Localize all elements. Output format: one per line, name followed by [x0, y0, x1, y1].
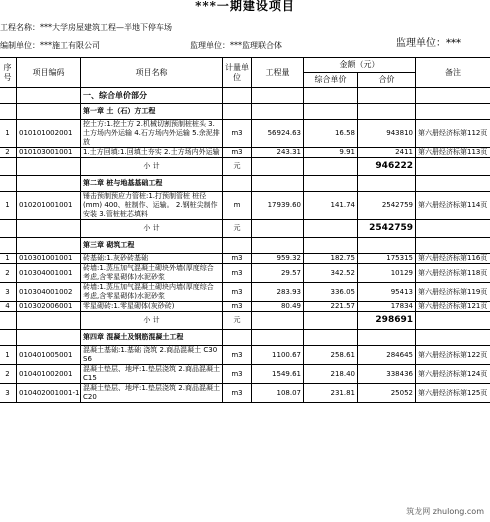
row-note: 第六册经济标第124页: [416, 365, 490, 384]
row-unit-price: 342.52: [304, 264, 358, 283]
subtotal-amount: 946222: [358, 158, 416, 176]
row-name: 锤击预制预应力管桩:1.打预制管桩 桩径(mm) 400、桩制作、运输。 2.钢桩尖制作安装 3.管桩桩芯填料: [81, 192, 223, 220]
header-name: 项目名称: [81, 58, 223, 88]
row-empty: [223, 88, 252, 104]
row-code: 010304001002: [17, 283, 81, 302]
header-amount: 金额（元）: [304, 58, 416, 73]
row-total: 10129: [358, 264, 416, 283]
row-total: 17834: [358, 302, 416, 312]
table-row: [0, 283, 490, 302]
row-code: 010101002001: [17, 120, 81, 148]
row-note: 第六册经济标第116页: [416, 254, 490, 264]
subtotal-amount: 2542759: [358, 220, 416, 238]
row-unit: m3: [223, 365, 252, 384]
row-name: 砖基础:1.灰砂砖基础: [81, 254, 223, 264]
row-unit: m3: [223, 264, 252, 283]
row-empty: [416, 158, 490, 176]
subtotal-label: 小 计: [81, 220, 223, 238]
row-seq: [0, 176, 17, 192]
table-row: [0, 302, 490, 312]
row-code: [17, 330, 81, 346]
row-note: 第六册经济标第121页: [416, 302, 490, 312]
row-seq: [0, 330, 17, 346]
chapter-title: 第四章 混凝土及钢筋混凝土工程: [81, 330, 223, 346]
row-code: 010401002001: [17, 365, 81, 384]
row-empty: [252, 220, 304, 238]
table-row: [0, 346, 490, 365]
row-code: 010304001001: [17, 264, 81, 283]
section-title: 一、综合单价部分: [81, 88, 223, 104]
row-seq: 3: [0, 283, 17, 302]
row-seq: 1: [0, 120, 17, 148]
row-qty: 80.49: [252, 302, 304, 312]
row-note: 第六册经济标第118页: [416, 264, 490, 283]
watermark: 筑龙网 zhulong.com: [406, 507, 484, 516]
row-qty: 1100.67: [252, 346, 304, 365]
page-title: ***一期建设项目: [195, 0, 295, 13]
row-unit: m3: [223, 254, 252, 264]
row-unit-price: 336.05: [304, 283, 358, 302]
table-row: [0, 365, 490, 384]
row-code: [17, 104, 81, 120]
row-unit: m3: [223, 346, 252, 365]
row-empty: [252, 312, 304, 330]
row-name: 1.土方回填:1.回填土夯实 2.土方场内外运输: [81, 148, 223, 158]
row-qty: 243.31: [252, 148, 304, 158]
row-empty: [223, 176, 252, 192]
table-row: [0, 158, 490, 176]
row-empty: [304, 330, 358, 346]
header-total: 合价: [358, 73, 416, 88]
row-unit: m3: [223, 283, 252, 302]
row-code: 010401005001: [17, 346, 81, 365]
row-total: 284645: [358, 346, 416, 365]
row-empty: [416, 238, 490, 254]
row-qty: 283.93: [252, 283, 304, 302]
table-row: [0, 192, 490, 220]
row-seq: 2: [0, 264, 17, 283]
row-seq: 1: [0, 254, 17, 264]
row-note: 第六册经济标第119页: [416, 283, 490, 302]
row-empty: [223, 330, 252, 346]
row-code: 010301001001: [17, 254, 81, 264]
table-row: [0, 312, 490, 330]
row-code: [17, 158, 81, 176]
row-unit: m3: [223, 384, 252, 403]
row-seq: 1: [0, 346, 17, 365]
row-note: 第六册经济标第113页: [416, 148, 490, 158]
row-seq: 2: [0, 148, 17, 158]
row-note: 第六册经济标第112页: [416, 120, 490, 148]
subtotal-amount: 298691: [358, 312, 416, 330]
row-name: 混凝土基础:1.基础 浇筑 2.商品混凝土 C30 S6: [81, 346, 223, 365]
table-row: [0, 330, 490, 346]
chapter-title: 第三章 砌筑工程: [81, 238, 223, 254]
row-note: 第六册经济标第122页: [416, 346, 490, 365]
row-code: [17, 238, 81, 254]
row-code: [17, 220, 81, 238]
row-name: 混凝土垫层、地坪:1.垫层浇筑 2.商品混凝土 C15: [81, 365, 223, 384]
subtotal-unit: 元: [223, 158, 252, 176]
row-code: [17, 176, 81, 192]
supervisor-unit-right: 监理单位：***: [396, 38, 461, 49]
table-row: [0, 220, 490, 238]
row-name: 混凝土垫层、地坪:1.垫层浇筑 2.商品混凝土 C20: [81, 384, 223, 403]
row-empty: [358, 88, 416, 104]
row-unit-price: 258.61: [304, 346, 358, 365]
row-empty: [304, 312, 358, 330]
row-seq: [0, 104, 17, 120]
row-note: 第六册经济标第125页: [416, 384, 490, 403]
table-row: [0, 254, 490, 264]
row-unit-price: 218.40: [304, 365, 358, 384]
row-code: 010402001001-1: [17, 384, 81, 403]
chapter-title: 第一章 土（石）方工程: [81, 104, 223, 120]
row-empty: [416, 176, 490, 192]
row-note: 第六册经济标第114页: [416, 192, 490, 220]
row-seq: 2: [0, 365, 17, 384]
row-code: [17, 88, 81, 104]
row-qty: 1549.61: [252, 365, 304, 384]
row-empty: [304, 176, 358, 192]
row-unit: m3: [223, 148, 252, 158]
header-seq: 序号: [0, 58, 17, 88]
subtotal-label: 小 计: [81, 312, 223, 330]
row-seq: [0, 158, 17, 176]
row-empty: [416, 104, 490, 120]
header-unit-price: 综合单价: [304, 73, 358, 88]
row-seq: 4: [0, 302, 17, 312]
chapter-title: 第二章 桩与地基基础工程: [81, 176, 223, 192]
table-row: [0, 104, 490, 120]
row-empty: [252, 158, 304, 176]
table-row: [0, 88, 490, 104]
header-note: 备注: [416, 58, 490, 88]
row-empty: [223, 104, 252, 120]
row-empty: [304, 88, 358, 104]
row-code: 010103001001: [17, 148, 81, 158]
row-seq: [0, 312, 17, 330]
table-row: [0, 176, 490, 192]
row-unit: m: [223, 192, 252, 220]
row-code: [17, 312, 81, 330]
row-empty: [304, 104, 358, 120]
row-total: 943810: [358, 120, 416, 148]
row-unit-price: 221.57: [304, 302, 358, 312]
row-empty: [252, 238, 304, 254]
row-seq: 1: [0, 192, 17, 220]
row-unit-price: 9.91: [304, 148, 358, 158]
row-seq: [0, 238, 17, 254]
row-empty: [416, 330, 490, 346]
row-empty: [358, 238, 416, 254]
row-empty: [252, 176, 304, 192]
row-seq: [0, 220, 17, 238]
header-code: 项目编码: [17, 58, 81, 88]
row-name: 砖墙:1.蒸压加气混凝土砌块外墙(厚度综合考虑,含零星砌体)水泥砂浆: [81, 264, 223, 283]
row-empty: [304, 238, 358, 254]
row-unit: m3: [223, 120, 252, 148]
row-code: 010201001001: [17, 192, 81, 220]
row-qty: 959.32: [252, 254, 304, 264]
row-empty: [304, 158, 358, 176]
row-empty: [416, 88, 490, 104]
row-empty: [358, 176, 416, 192]
header-unit: 计量单位: [223, 58, 252, 88]
row-seq: [0, 88, 17, 104]
table-row: [0, 238, 490, 254]
row-unit-price: 141.74: [304, 192, 358, 220]
subtotal-unit: 元: [223, 220, 252, 238]
row-total: 95413: [358, 283, 416, 302]
supervisor-unit: 监理单位：***监理联合体: [190, 41, 282, 50]
row-total: 25052: [358, 384, 416, 403]
row-unit: m3: [223, 302, 252, 312]
row-unit-price: 231.81: [304, 384, 358, 403]
row-empty: [304, 220, 358, 238]
header-qty: 工程量: [252, 58, 304, 88]
cost-table: [0, 57, 490, 403]
table-row: [0, 148, 490, 158]
row-qty: 108.07: [252, 384, 304, 403]
row-name: 零星砌砖:1.零星砌体(灰砂砖): [81, 302, 223, 312]
row-seq: 3: [0, 384, 17, 403]
compiler-unit: 编制单位：***施工有限公司: [0, 41, 100, 50]
row-qty: 56924.63: [252, 120, 304, 148]
row-qty: 17939.60: [252, 192, 304, 220]
row-empty: [358, 330, 416, 346]
table-row: [0, 264, 490, 283]
subtotal-unit: 元: [223, 312, 252, 330]
row-empty: [223, 238, 252, 254]
row-empty: [416, 312, 490, 330]
row-total: 2542759: [358, 192, 416, 220]
row-total: 2411: [358, 148, 416, 158]
subtotal-label: 小 计: [81, 158, 223, 176]
row-total: 338436: [358, 365, 416, 384]
row-unit-price: 16.58: [304, 120, 358, 148]
row-empty: [252, 88, 304, 104]
row-code: 010302006001: [17, 302, 81, 312]
row-empty: [252, 104, 304, 120]
row-name: 砖墙:1.蒸压加气混凝土砌块内墙(厚度综合考虑,含零星砌体)水泥砂浆: [81, 283, 223, 302]
row-name: 挖土方:1.挖土方 2.机械切割预制桩桩头 3.土方场内外运输 4.石方场内外运输 5.余泥排放: [81, 120, 223, 148]
table-row: [0, 384, 490, 403]
row-unit-price: 182.75: [304, 254, 358, 264]
row-empty: [416, 220, 490, 238]
row-qty: 29.57: [252, 264, 304, 283]
project-name: 工程名称：***大学房屋建筑工程—半地下停车场: [0, 23, 172, 32]
row-empty: [358, 104, 416, 120]
row-total: 175315: [358, 254, 416, 264]
row-empty: [252, 330, 304, 346]
table-row: [0, 120, 490, 148]
